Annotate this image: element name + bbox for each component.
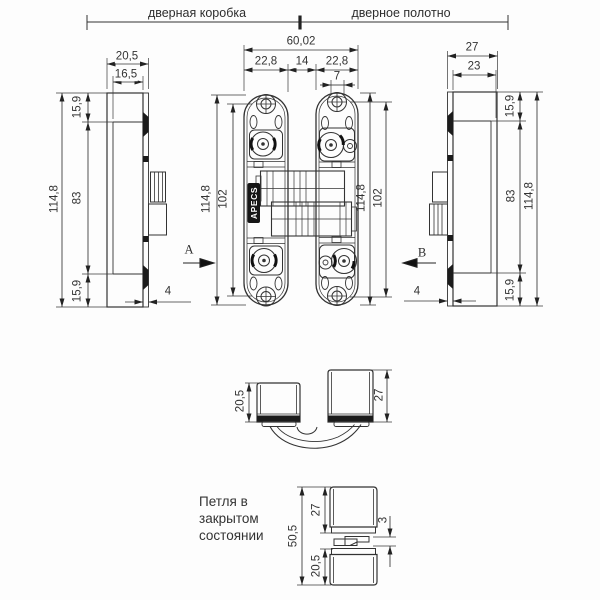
right-side-view: [430, 92, 498, 306]
closed-state-caption-line1: Петля в: [199, 494, 248, 509]
dim-front-left-screw-pitch: 102: [217, 189, 230, 209]
dim-closed-top-depth: 27: [310, 503, 323, 517]
dim-front-left-height: 114,8: [200, 185, 213, 213]
right-leaf: [316, 93, 358, 306]
open-hinge-view: [257, 370, 373, 448]
dim-closed-bottom-depth: 20,5: [310, 554, 323, 578]
dim-left-height-total: 114,8: [48, 185, 61, 213]
left-side-view: [107, 93, 167, 307]
dim-right-seg-bottom: 15,9: [504, 278, 517, 302]
hinge-arms: [256, 171, 357, 236]
dim-left-seg-mid: 83: [71, 191, 84, 205]
dim-front-right-height: 114,8: [355, 184, 368, 212]
dim-front-right-screw-pitch: 102: [372, 188, 385, 208]
dim-closed-height-total: 50,5: [287, 524, 300, 548]
dim-right-seg-top: 15,9: [504, 94, 517, 118]
dim-right-height-total: 114,8: [523, 182, 536, 210]
dim-right-width-inner: 23: [467, 60, 481, 73]
dim-right-width-total: 27: [465, 41, 479, 54]
dim-open-right-depth: 27: [373, 388, 386, 402]
dim-closed-gap: 3: [377, 516, 390, 524]
dim-open-left-depth: 20,5: [234, 389, 247, 413]
dim-left-flange: 4: [164, 285, 172, 298]
dim-front-left-leaf: 22,8: [254, 55, 278, 68]
dim-front-width-total: 60,02: [286, 35, 316, 48]
dim-front-gap: 14: [295, 55, 309, 68]
dim-right-flange: 4: [413, 285, 421, 298]
dim-left-width-inner: 16,5: [114, 68, 138, 81]
closed-state-caption-line2: закрытом: [199, 511, 259, 526]
section-label-a: A: [184, 242, 194, 257]
section-arrows: [183, 259, 436, 268]
brand-logo: APECS: [248, 186, 259, 220]
dim-left-seg-top: 15,9: [71, 95, 84, 119]
extension-lines: [56, 45, 543, 585]
label-door-leaf: дверное полотно: [351, 6, 451, 20]
closed-hinge-view: [330, 487, 377, 585]
front-view: [244, 93, 358, 307]
dim-front-hole-pitch: 7: [333, 70, 341, 83]
dim-right-seg-mid: 83: [505, 189, 518, 203]
dim-left-width-total: 20,5: [115, 50, 139, 63]
section-label-b: B: [417, 245, 427, 260]
dim-front-right-leaf: 22,8: [325, 55, 349, 68]
dim-left-seg-bottom: 15,9: [71, 279, 84, 303]
closed-state-caption-line3: состоянии: [199, 528, 264, 543]
dimension-lines: [62, 50, 537, 585]
label-door-frame: дверная коробка: [147, 6, 247, 20]
